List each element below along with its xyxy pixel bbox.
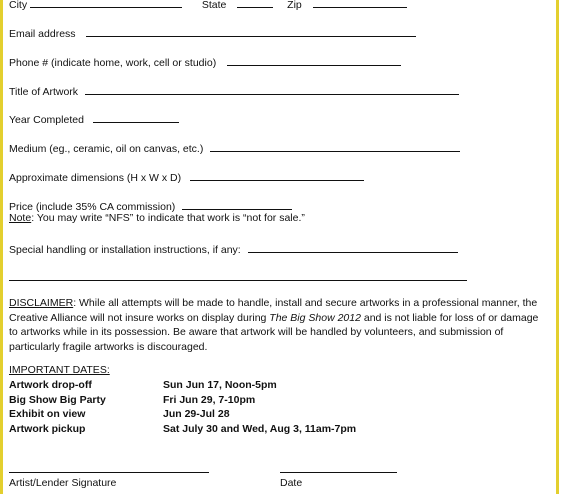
show-name: The Big Show 2012: [269, 311, 361, 324]
date-field-label: Date: [280, 477, 303, 489]
date-label: Big Show Big Party: [9, 393, 106, 406]
note-row: [9, 212, 305, 225]
dimensions-label: Approximate dimensions (H x W x D): [9, 172, 182, 184]
medium-row: [9, 141, 460, 156]
price-label: Price (include 35% CA commission): [9, 201, 176, 213]
disclaimer-text-2: and is not liable for loss of or damage to artworks while in its possession. Be aware that artwork will be handled by volunteers, and submission of particularly fragile artworks is discouraged.: [9, 311, 539, 353]
title-row: [9, 84, 459, 99]
dates-list: [9, 378, 549, 438]
email-row: [9, 26, 416, 41]
title-label: Title of Artwork: [9, 86, 79, 98]
city-label: City: [9, 0, 28, 11]
dates-heading: IMPORTANT DATES:: [9, 364, 110, 376]
date-value: Fri Jun 29, 7-10pm: [163, 393, 256, 406]
disclaimer-label: DISCLAIMER: [9, 297, 74, 309]
date-field[interactable]: [280, 462, 397, 473]
phone-row: [9, 55, 401, 70]
phone-label: Phone # (indicate home, work, cell or studio): [9, 57, 217, 69]
date-label: Artwork pickup: [9, 422, 86, 435]
zip-field[interactable]: [313, 0, 407, 8]
date-value: Jun 29-Jul 28: [163, 408, 230, 420]
city-state-zip-row: [9, 0, 407, 12]
special-row-2: [9, 270, 467, 285]
date-block: [280, 462, 397, 489]
email-label: Email address: [9, 28, 76, 40]
price-field[interactable]: [182, 199, 292, 210]
signature-field[interactable]: [9, 462, 209, 473]
year-label: Year Completed: [9, 114, 84, 126]
city-field[interactable]: [30, 0, 182, 8]
medium-field[interactable]: [210, 141, 460, 152]
signature-label: Artist/Lender Signature: [9, 477, 117, 489]
note-text: : You may write “NFS” to indicate that work is “not for sale.”: [31, 212, 305, 224]
zip-label: Zip: [287, 0, 302, 11]
special-row: [9, 242, 458, 257]
state-label: State: [201, 0, 227, 11]
state-field[interactable]: [237, 0, 273, 8]
dimensions-row: [9, 170, 364, 185]
phone-field[interactable]: [227, 55, 401, 66]
medium-label: Medium (eg., ceramic, oil on canvas, etc.): [9, 143, 204, 155]
date-label: Exhibit on view: [9, 408, 86, 420]
special-field-line-2[interactable]: [9, 270, 467, 281]
disclaimer-text-1: : While all attempts will be made to handle, install and secure artworks in a professional manner, the Creative Alliance will not insure works on display during: [9, 297, 538, 324]
title-field[interactable]: [85, 84, 459, 95]
special-label: Special handling or installation instructions, if any:: [9, 244, 241, 256]
date-value: Sat July 30 and Wed, Aug 3, 11am-7pm: [163, 422, 357, 435]
special-field[interactable]: [248, 242, 458, 253]
year-row: [9, 112, 179, 127]
year-field[interactable]: [93, 112, 179, 123]
disclaimer-paragraph: [9, 296, 549, 354]
date-value: Sun Jun 17, Noon-5pm: [163, 379, 277, 391]
email-field[interactable]: [86, 26, 416, 37]
dimensions-field[interactable]: [190, 170, 364, 181]
date-label: Artwork drop-off: [9, 379, 92, 391]
signature-block: [9, 462, 209, 489]
note-label: Note: [9, 212, 32, 224]
